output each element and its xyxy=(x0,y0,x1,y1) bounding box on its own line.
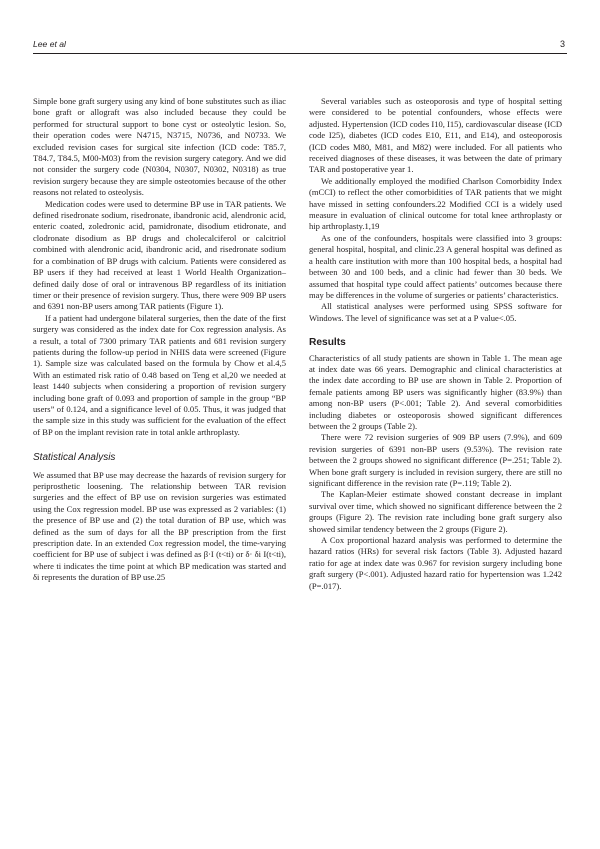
left-column xyxy=(33,96,286,584)
page-number: 3 xyxy=(559,39,565,49)
section-heading-statistical-analysis: Statistical Analysis xyxy=(33,452,116,464)
body-paragraph: Several variables such as osteoporosis and type of hospital setting were considered to be potential confounders, whose effects were adjusted. Hypertension (ICD codes I10, I15), cardiovascular disease (ICD code I25), diabetes (ICD codes E10, E11, and E14), and osteoporosis (ICD codes M80, M81, and M82) were included. For all patients who received diagnoses of these diseases, it was between the date of primary TAR and postoperative year 1. xyxy=(309,96,562,175)
running-header-author: Lee et al xyxy=(33,39,66,49)
body-paragraph: The Kaplan-Meier estimate showed constant decrease in implant survival over time, which showed no significant difference between the 2 groups (Figure 2). The revision rate including bone graft surgery also showed similar tendency between the 2 groups (Figure 2). xyxy=(309,489,562,534)
body-paragraph: There were 72 revision surgeries of 909 BP users (7.9%), and 609 revision surgeries of 6391 non-BP users (9.53%). The revision rate between the 2 groups showed no significant difference (P=.251; Table 2). When bone graft surgery is included in revision surgery, there are still no significant difference in the revision rate (P=.119; Table 2). xyxy=(309,432,562,488)
body-paragraph: Characteristics of all study patients are shown in Table 1. The mean age at index date was 66 years. Demographic and clinical characteristics at the index date according to BP use are shown in Table 2. Proportion of female patients among BP users was significantly higher (83.9%) than among non-BP users (P<.001; Table 2). And several comorbidities including diabetes or osteoporosis showed significant differences between the 2 groups (Table 2). xyxy=(309,352,562,431)
running-header xyxy=(33,37,567,54)
body-paragraph: We assumed that BP use may decrease the hazards of revision surgery for periprosthetic loosening. The relationship between TAR revision surgeries and the effect of BP use on revision surgeries was estimated using the Cox regression model. BP use was expressed as 2 variables: (1) the presence of BP use and (2) the total duration of BP use, which was defined as the sum of days for all the BP prescription from the first prescription date. In an extended Cox regression model, the time-varying coefficient for BP use of subject i was defined as β·I (t<ti) or δ· δi I(t<ti), where ti indicates the time point at which BP medication was started and δi represents the duration of BP use.25 xyxy=(33,469,286,583)
right-column xyxy=(309,96,562,592)
section-heading-results: Results xyxy=(309,337,346,349)
body-paragraph: Simple bone graft surgery using any kind of bone substitutes such as iliac bone graft or allograft was also included because they could be performed for structural support to bone cyst or osteolytic lesion. So, their operation codes were N4715, N3715, N0736, and N0733. We excluded revision cases for surgical site infection (ICD code: T85.7, T84.7, T84.5, M00-M03) from the revision surgery category. And we did not consider the surgery code (N0304, N0307, N0302, N0318) as true revision surgery because they are simple osteotomies because of the other reasons not related to osteolysis. xyxy=(33,96,286,198)
body-paragraph: Medication codes were used to determine BP use in TAR patients. We defined risedronate sodium, risedronate, ibandronic acid, alendronic acid, enteric coated, zoledronic acid, pamidronate, disodium etidronate, and clodronate disodium as BP drugs and cholecalciferol or calcitriol combined with alendronic acid, ibandronic acid, and risedronate sodium for a combination of BP drugs with calcium. Patients were considered as BP users if they had received at least 1 World Health Organization–defined daily dose of oral or intravenous BP regardless of its initiation timer or their presence of revision surgery. Thus, there were 909 BP users and 6391 non-BP users among TAR patients (Figure 1). xyxy=(33,198,286,312)
body-paragraph: As one of the confounders, hospitals were classified into 3 groups: general hospital, hospital, and clinic.23 A general hospital was defined as a health care institution with more than 100 hospital beds, a hospital had between 30 and 100 beds, and a clinic had fewer than 30 beds. We assumed that hospital type could affect patients’ outcomes because there may be differences in the volume of surgeries or patients’ characteristics. xyxy=(309,232,562,300)
body-paragraph: A Cox proportional hazard analysis was performed to determine the hazard ratios (HRs) for several risk factors (Table 3). Adjusted hazard ratio for age at index date was 0.967 for revision surgery including bone graft surgery (P<.001). Adjusted hazard ratio for hypertension was 1.242 (P=.017). xyxy=(309,535,562,591)
body-paragraph: All statistical analyses were performed using SPSS software for Windows. The level of significance was set at a P value<.05. xyxy=(309,301,562,323)
body-paragraph: We additionally employed the modified Charlson Comorbidity Index (mCCI) to reflect the other comorbidities of TAR patients that we might have missed in setting confounders.22 Modified CCI is a widely used measure in evaluation of clinical outcome for total knee arthroplasty or hip arthroplasty.1,19 xyxy=(309,175,562,232)
body-paragraph: If a patient had undergone bilateral surgeries, then the date of the first surgery was considered as the index date for Cox regression analysis. As a result, a total of 7300 primary TAR patients and 681 revision surgery patients during the follow-up period in NHIS data were screened (Figure 1). Sample size was calculated based on the formula by Chow et al.4,5 With an estimated risk ratio of 0.48 based on Teng et al,20 we needed at least 1440 subjects when considering a proportion of revision surgery including bone graft of 0.093 and proportion of sample in the group “BP users” of 0.124, and a significance level of 0.05. Thus, it was judged that the sample size in this study was sufficient for the evaluation of the effect of BP on the implant revision rate in total ankle arthroplasty. xyxy=(33,312,286,437)
